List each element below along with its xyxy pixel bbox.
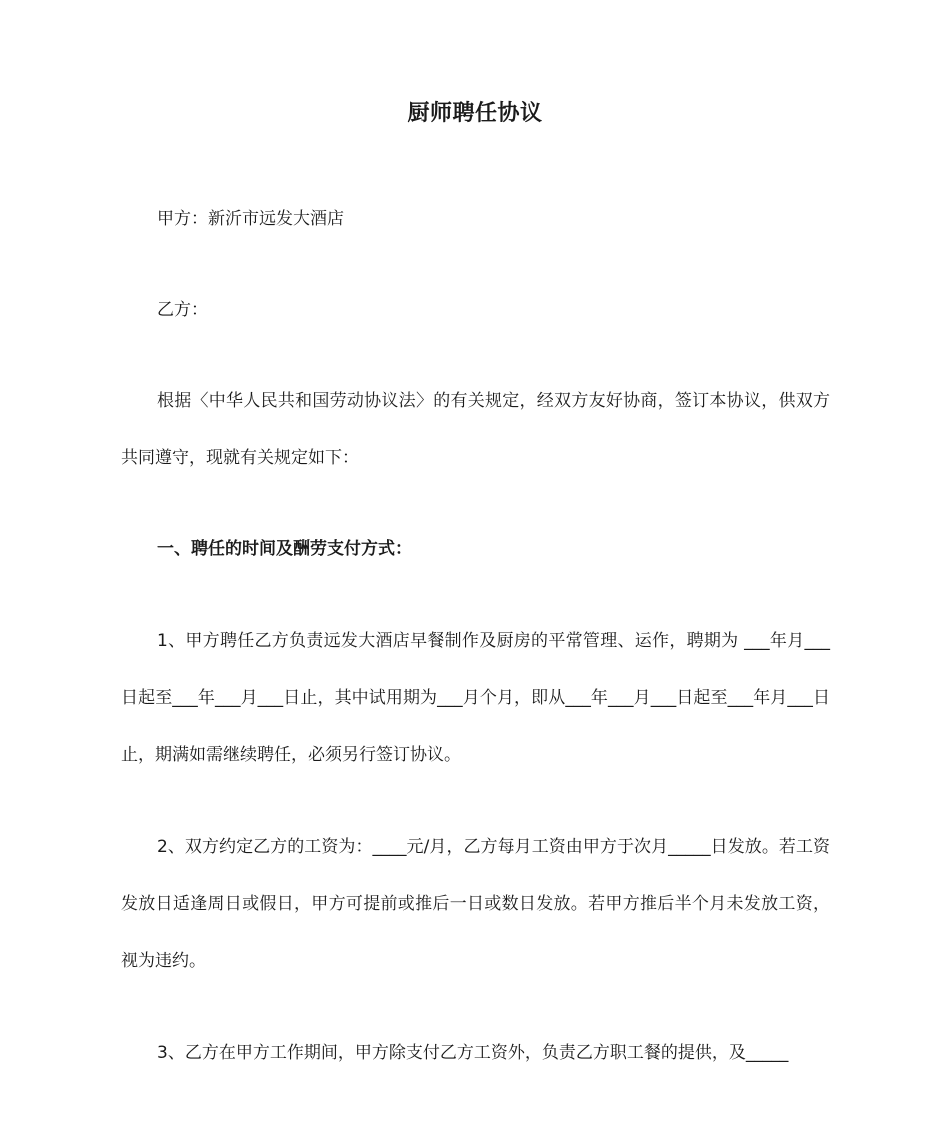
section-1-heading: 一、聘任的时间及酬劳支付方式： <box>157 539 412 559</box>
clause-2: 2、双方约定乙方的工资为：____元/月，乙方每月工资由甲方于次月_____日发放。若工资发放日适逢周日或假日，甲方可提前或推后一日或数日发放。若甲方推后半个月未发放工资，视为违约。 <box>121 837 830 971</box>
intro-paragraph: 根据〈中华人民共和国劳动协议法〉的有关规定，经双方友好协商，签订本协议，供双方共同遵守，现就有关规定如下： <box>121 391 830 468</box>
party-a-line: 甲方：新沂市远发大酒店 <box>157 209 344 229</box>
clause-3: 3、乙方在甲方工作期间，甲方除支付乙方工资外，负责乙方职工餐的提供，及_____ <box>157 1043 789 1063</box>
document-title: 厨师聘任协议 <box>407 101 543 126</box>
clause-1: 1、甲方聘任乙方负责远发大酒店早餐制作及厨房的平常管理、运作，聘期为 ___年月___日起至___年___月___日止，其中试用期为___月个月，即从___年___月___日起至___年月___日止，期满如需继续聘任，必须另行签订协议。 <box>121 631 830 765</box>
party-b-line: 乙方： <box>157 300 208 320</box>
